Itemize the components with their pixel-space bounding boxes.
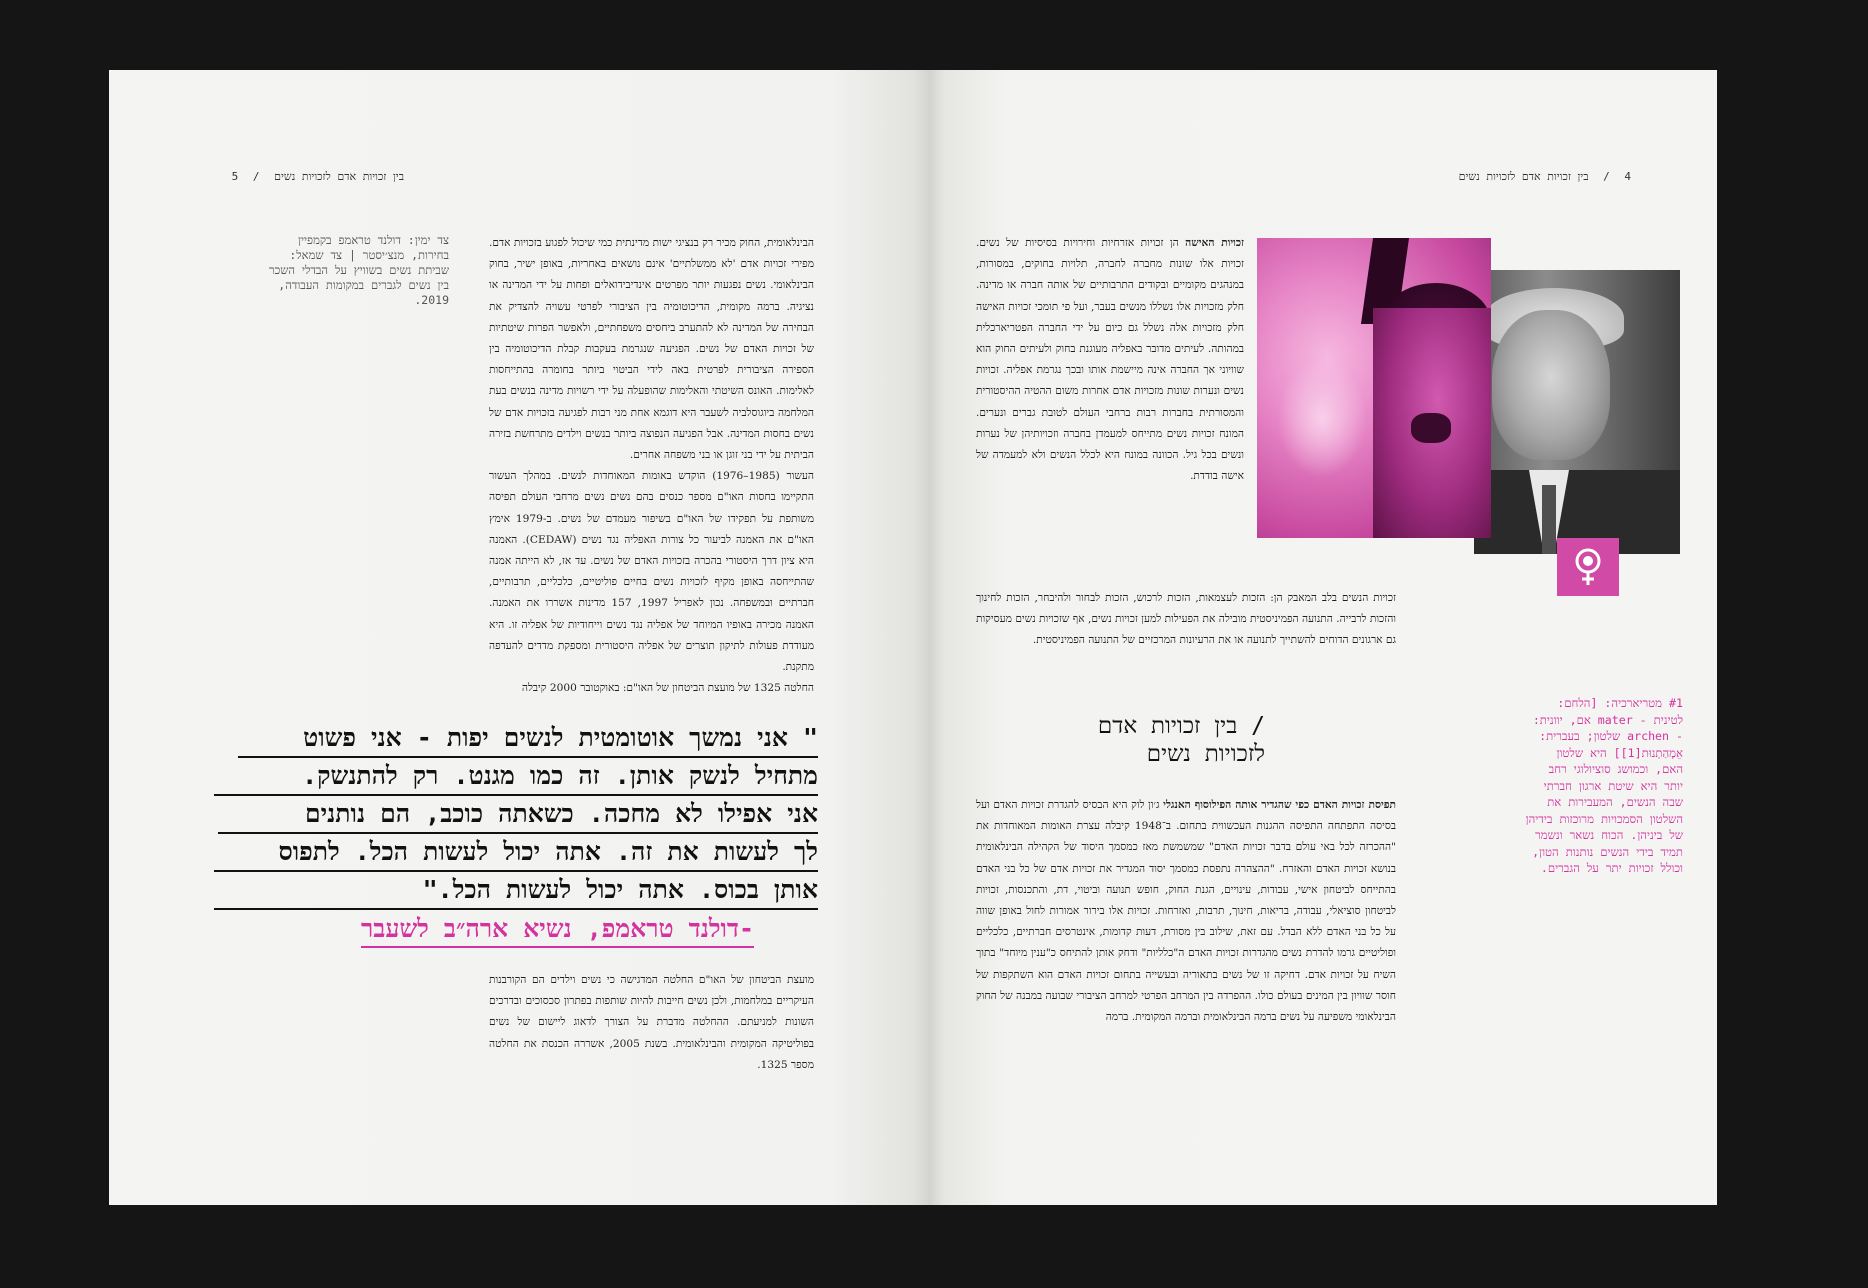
paragraph: החלטה 1325 של מועצת הביטחון של האו"ם: באוקטובר 2000 קיבלה — [521, 682, 814, 695]
left-bottom-text — [489, 970, 814, 1076]
photo-bw-portrait — [1474, 270, 1680, 554]
right-page-header — [1459, 170, 1631, 183]
quote-line: אותן בכוס. אתה יכול לעשות הכל." — [214, 872, 818, 910]
paragraph: מועצת הביטחון של האו"ם החלטה המדגישה כי נשים וילדים הם הקורבנות העיקריים במלחמות, ולכן נשים חייבות להיות שותפות בפתרון סכסוכים ובדרכים השונות למניעתם. ההחלטה מדברת על הצורך לדאוג ליישום של נשים בפוליטיקה המקומית והבינלאומית. בשנת 2005, אשררה הכנסת את החלטה מספר 1325. — [489, 974, 814, 1071]
photo-protest-pink — [1257, 238, 1491, 538]
quote-attribution: -דולנד טראמפ, נשיא ארה״ב לשעבר — [361, 912, 754, 948]
paragraph-bold: תפיסת זכויות האדם כפי שהגדיר אותה הפילוסוף האנגלי — [1163, 799, 1396, 811]
venus-symbol-icon — [1557, 538, 1619, 596]
right-paragraph-3 — [976, 795, 1396, 1028]
quote-line: אני אפילו לא מחכה. כשאתה כוכב, הם נותנים — [218, 796, 818, 834]
header-title: בין זכויות אדם לזכויות נשים — [1458, 170, 1589, 183]
quote-line: מתחיל לנשק אותן. זה כמו מגנט. רק להתנשק. — [214, 758, 818, 796]
quote-line: לך לעשות את זה. אתה יכול לעשות הכל. לתפוס — [214, 834, 818, 872]
right-page — [929, 70, 1717, 1205]
paragraph: הבינלאומית, החוק מכיר רק בנציגי ישות מדינתית כמי שיכול לפגוע בזכויות אדם. מפירי זכויות אדם 'לא ממשלתיים' אינם נושאים באחריות, באופן ישיר, בחוק הבינלאומי. נשים נפגעות יותר מפרטים אינדיבידואלים ופחות על ידי המדינה או נציגיה. ברמה מקומית, הדיכוטומיה בין הציבורי לפרטי עשויה להצדיק את הבחירה של המדינה לא להתערב ביחסים משפחתיים, ולאפשר הפרות שיטתיות של זכויות האדם של נשים. הפגיעה שנגרמת בעקבות קבלת הדיכוטומיה בין הספירה הציבורית לפרטית באה לידי הביטוי ביותר בחומרה בהתייחסות לאלימות. האונס השיטתי והאלימות שהופעלה על ידי רשויות מדינה בנשים בעת המלחמה ביוגוסלביה לשעבר היא דוגמא אחת מני רבות לפגיעה בזכויות אדם של נשים בחסות המדינה. אבל הפגיעה הנפוצה ביותר בנשים וילדים מתרחשת בזירה הביתית על ידי בני זוגן או בני משפחה אחרים. — [489, 237, 814, 462]
section-title-line: / בין זכויות אדם — [1097, 713, 1265, 739]
header-separator: / — [1603, 170, 1610, 183]
intro-text: הן זכויות אזרחיות וחירויות בסיסיות של נשים. זכויות אלו שונות מחברה לחברה, תלויות בחוקים, במסורות, במנהגים מקומיים ובקודים התרבותיים של אותה חברה או מדינה. חלק מזכויות אלו נשללו מנשים בעבר, ועל פי תומכי זכויות האישה חלק מזכויות אלה נשלל גם כיום על ידי החברה הפטריארכלית במהותה. לעיתים מדובר באפליה מעוגנת בחוק ולעיתים החוק הוא שוויוני אך החברה אינה מיישמת אותו ובכך נגרמת אפליה. זכויות נשים ונערות שונות מזכויות אדם אחרות משום ההטיה ההיסטורית והמסורתית בחברות רבות ברחבי העולם לטובת גברים ונערים. המונח זכויות נשים מתייחס למעמדן בחברה וזכויותיהן של נערות ונשים בכל גיל. הכוונה במונח היא לכלל הנשים ולא למעמדה של אישה בודדת. — [976, 237, 1244, 483]
left-body-text — [489, 233, 814, 699]
page-number: 4 — [1624, 170, 1631, 183]
photo-caption: צד ימין: דולנד טראמפ בקמפיין בחירות, מנצ׳יסטר | צד שמאל: שביתת נשים בשוויץ על הבדלי השכר בין נשים לגברים במקומות העבודה, 2019. — [269, 233, 449, 307]
section-title — [1098, 712, 1265, 768]
pull-quote — [214, 720, 818, 910]
left-page-header — [232, 170, 404, 183]
left-page — [109, 70, 929, 1205]
paragraph: העשור (1985–1976) הוקדש באומות המאוחדות לנשים. במהלך העשור התקיימו בחסות האו"ם מספר כנסים בהם נשים נשים מרחבי העולם תפיסה משותפת על תפקידו של האו"ם בשיפור מעמדם של נשים. ב-1979 אימץ האו"ם את האמנה לביעור כל צורות האפליה נגד נשים (CEDAW). האמנה היא ציון דרך היסטורי בהכרה בזכויות האדם של נשים. עד אז, לא הייתה אמנה שהתייחסה באופן מקיף לזכויות נשים בחיים פוליטיים, כלכליים, תרבותיים, חברתיים ובמשפחה. נכון לאפריל 1997, 157 מדינות אשררו את האמנה. האמנה מכירה באופיו המיוחד של אפליה נגד נשים וייחודיות של אפליה זו. היא מעודדת פעולות לתיקון תוצרים של אפליה היסטורית ומספקת מדדים להעדפה מתקנת. — [489, 470, 814, 674]
header-title: בין זכויות אדם לזכויות נשים — [274, 170, 404, 183]
paragraph: זכויות הנשים בלב המאבק הן: הזכות לעצמאות, הזכות לרכוש, הזכות לבחור ולהיבחר, הזכות לחינוך והזכות לרבייה. התנועה הפמיניסטית מובילה את הפעילות למען זכויות נשים, אף שזכויות נשים מעסיקות גם ארגונים הדוחים להשתייך לתנועה או את הרעיונות המרכזיים של התנועה הפמיניסטית. — [976, 592, 1396, 647]
quote-line: " אני נמשך אוטומטית לנשים יפות - אני פשוט — [238, 720, 818, 758]
paragraph-text: ג׳ון לוק היא הבסיס להגדרת זכויות האדם ועל בסיסה התפתחה התפיסה ההגנות העכשווית בתחום. ב־1948 קיבלה עצרת האומות המאוחדות את "ההכרזה לכל באי עולם בדבר זכויות האדם" שמשמשת מאז כמסמך היסוד של הקהילה הבינלאומית בנושא זכויות האדם והאזרח. "ההצהרה נתפסת כמסמך יסוד המגדיר את זכויות אדם של כל בני האדם בהתייחס לביטחון אישי, עבודות, עינויים, הגנת החוק, חופש תנועה וביטוי, דת, והתכנסות, זכויות לביטחון סוציאלי, עבודה, בריאות, חינוך, תרבות, ואזרחות. זכויות אלו בירור אמורות לחול באופן שווה על כל בני האדם ללא הבדל. עם זאת, שילוב בין מסורת, דעות קדומות, אינטרסים חברתיים, כלכליים ופוליטיים גרמו להדרת נשים מהגדרות זכויות האדם ה"כלליות" ודחק אותן להתיחס כ"ענין מיוחד" בתוך השיח על זכויות אדם. דחיקה זו של נשים בתאוריה ובעשייה בתחום זכויות האדם הוא השתקפות של חוסר שוויון בין המינים בעולם כולו. ההפרדה בין המרחב הפרטי למרחב הציבורי שבועה במבנה של החוק הבינלאומי משפיעה על נשים ברמה הבינלאומית וברמה המקומית. ברמה — [976, 799, 1396, 1024]
intro-bold: זכויות האישה — [1185, 237, 1244, 249]
right-paragraph-2 — [976, 588, 1396, 652]
header-separator: / — [252, 170, 260, 183]
sidenote-matriarchy: #1 מטריארכיה: [הלחם: לטינית - mater אם, יוונית: - archen שלטון; בעברית: אֵמָהַתְנוּת[1]] היא שלטון האם, וכמושג סוציולוגי רחב יותר היא שיטת ארגון חברתי שבה הנשים, המעבירות את השלטון הסמכויות מרוכזות בידיהן של ביניהן. הכוח נשאר ונשמר תמיד בידי הנשים נותנות הטון, וכולל זכויות יתר על הגברים. — [1525, 696, 1683, 875]
page-number: 5 — [231, 170, 239, 183]
magazine-spread — [109, 70, 1717, 1205]
section-title-line: לזכויות נשים — [1146, 741, 1265, 767]
right-intro-text — [976, 233, 1244, 487]
